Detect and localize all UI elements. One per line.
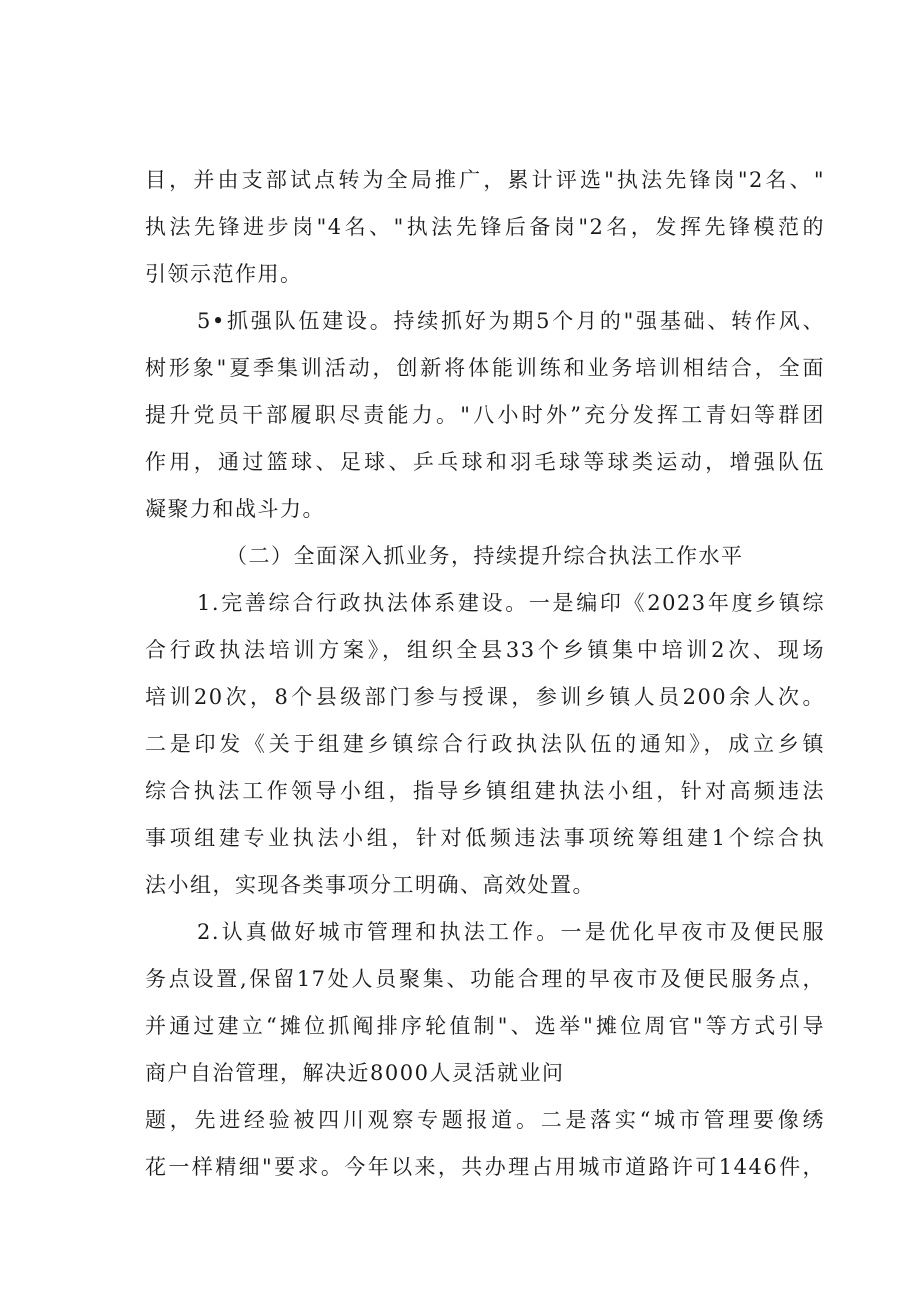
paragraph-line: 凝聚力和战斗力。	[145, 497, 325, 521]
paragraph-line: 5•抓强队伍建设。持续抓好为期5个月的"强基础、转作风、	[197, 309, 825, 333]
paragraph-line: 商户自治管理，解决近8000人灵活就业问	[145, 1061, 565, 1085]
paragraph-line: 花一样精细"要求。今年以来，共办理占用城市道路许可1446件，	[145, 1155, 825, 1179]
paragraph-line: 务点设置,保留17处人员聚集、功能合理的早夜市及便民服务点，	[145, 967, 825, 991]
paragraph-line: 合行政执法培训方案》，组织全县33个乡镇集中培训2次、现场	[145, 638, 825, 662]
paragraph-line: 并通过建立“摊位抓阄排序轮值制"、选举"摊位周官"等方式引导	[145, 1014, 825, 1038]
paragraph-line: 综合执法工作领导小组，指导乡镇组建执法小组，针对高频违法	[145, 779, 825, 803]
paragraph-line: 2.认真做好城市管理和执法工作。一是优化早夜市及便民服	[197, 920, 825, 944]
paragraph-line: 法小组，实现各类事项分工明确、高效处置。	[145, 873, 595, 897]
paragraph-line: 二是印发《关于组建乡镇综合行政执法队伍的通知》，成立乡镇	[145, 732, 825, 756]
paragraph-line: 提升党员干部履职尽责能力。"八小时外”充分发挥工青妇等群团	[145, 403, 825, 427]
paragraph-line: 1.完善综合行政执法体系建设。一是编印《2023年度乡镇综	[197, 591, 825, 615]
paragraph-line: 目，并由支部试点转为全局推广，累计评选"执法先锋岗"2名、"	[145, 168, 825, 192]
paragraph-line: 题，先进经验被四川观察专题报道。二是落实“城市管理要像绣	[145, 1108, 825, 1132]
paragraph-line: 树形象"夏季集训活动，创新将体能训练和业务培训相结合，全面	[145, 356, 825, 380]
paragraph-line: 作用，通过篮球、足球、乒乓球和羽毛球等球类运动，增强队伍	[145, 450, 825, 474]
paragraph-line: 事项组建专业执法小组，针对低频违法事项统筹组建1个综合执	[145, 826, 825, 850]
section-heading: （二）全面深入抓业务，持续提升综合执法工作水平	[226, 544, 744, 568]
paragraph-line: 执法先锋进步岗"4名、"执法先锋后备岗"2名，发挥先锋模范的	[145, 215, 825, 239]
paragraph-line: 引领示范作用。	[145, 262, 303, 286]
paragraph-line: 培训20次，8个县级部门参与授课，参训乡镇人员200余人次。	[145, 685, 825, 709]
